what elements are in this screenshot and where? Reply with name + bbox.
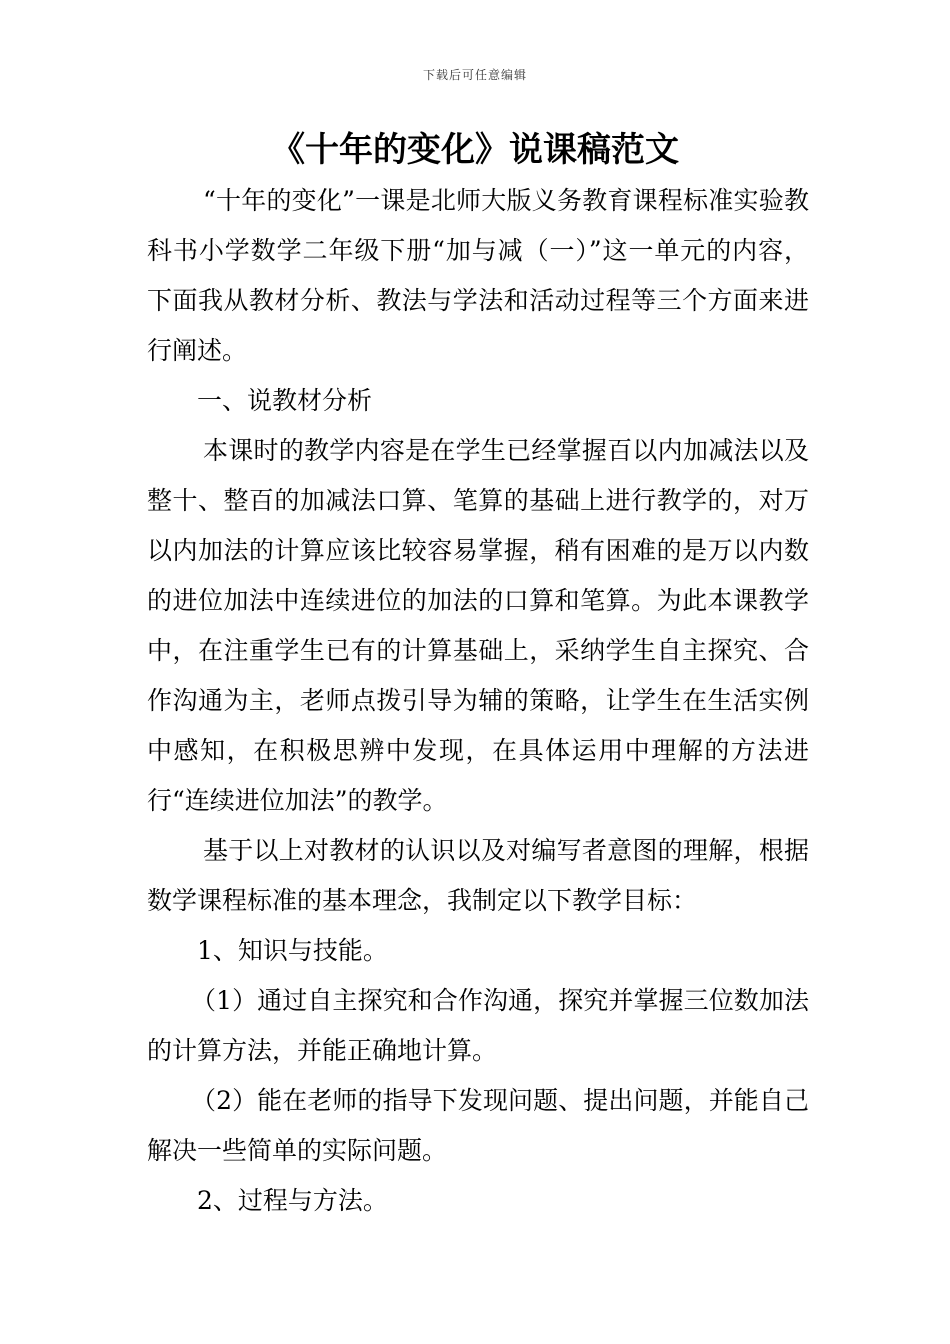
list-item-goal-2: （2）能在老师的指导下发现问题、提出问题，并能自己解决一些简单的实际问题。 xyxy=(147,1086,809,1165)
subheading-knowledge-skills: 1、知识与技能。 xyxy=(197,936,388,965)
header-note: 下载后可任意编辑 xyxy=(422,68,527,82)
subheading-process-method: 2、过程与方法。 xyxy=(197,1186,388,1215)
document-body xyxy=(147,176,809,1226)
list-item-goal-1: （1）通过自主探究和合作沟通，探究并掌握三位数加法的计算方法，并能正确地计算。 xyxy=(147,986,809,1065)
paragraph-teaching-goals-intro: 基于以上对教材的认识以及对编写者意图的理解，根据数学课程标准的基本理念，我制定以下教学目标： xyxy=(147,836,809,915)
paragraph-textbook-analysis: 本课时的教学内容是在学生已经掌握百以内加减法以及整十、整百的加减法口算、笔算的基础上进行教学的，对万以内加法的计算应该比较容易掌握，稍有困难的是万以内数的进位加法中连续进位的加法的口算和笔算。为此本课教学中，在注重学生已有的计算基础上，采纳学生自主探究、合作沟通为主，老师点拨引导为辅的策略，让学生在生活实例中感知，在积极思辨中发现，在具体运用中理解的方法进行“连续进位加法”的教学。 xyxy=(147,436,809,815)
section-heading-textbook-analysis: 一、说教材分析 xyxy=(197,386,373,415)
paragraph-intro: “十年的变化”一课是北师大版义务教育课程标准实验教科书小学数学二年级下册“加与减（一）”这一单元的内容，下面我从教材分析、教法与学法和活动过程等三个方面来进行阐述。 xyxy=(147,186,809,365)
document-title: 《十年的变化》说课稿范文 xyxy=(271,130,679,170)
